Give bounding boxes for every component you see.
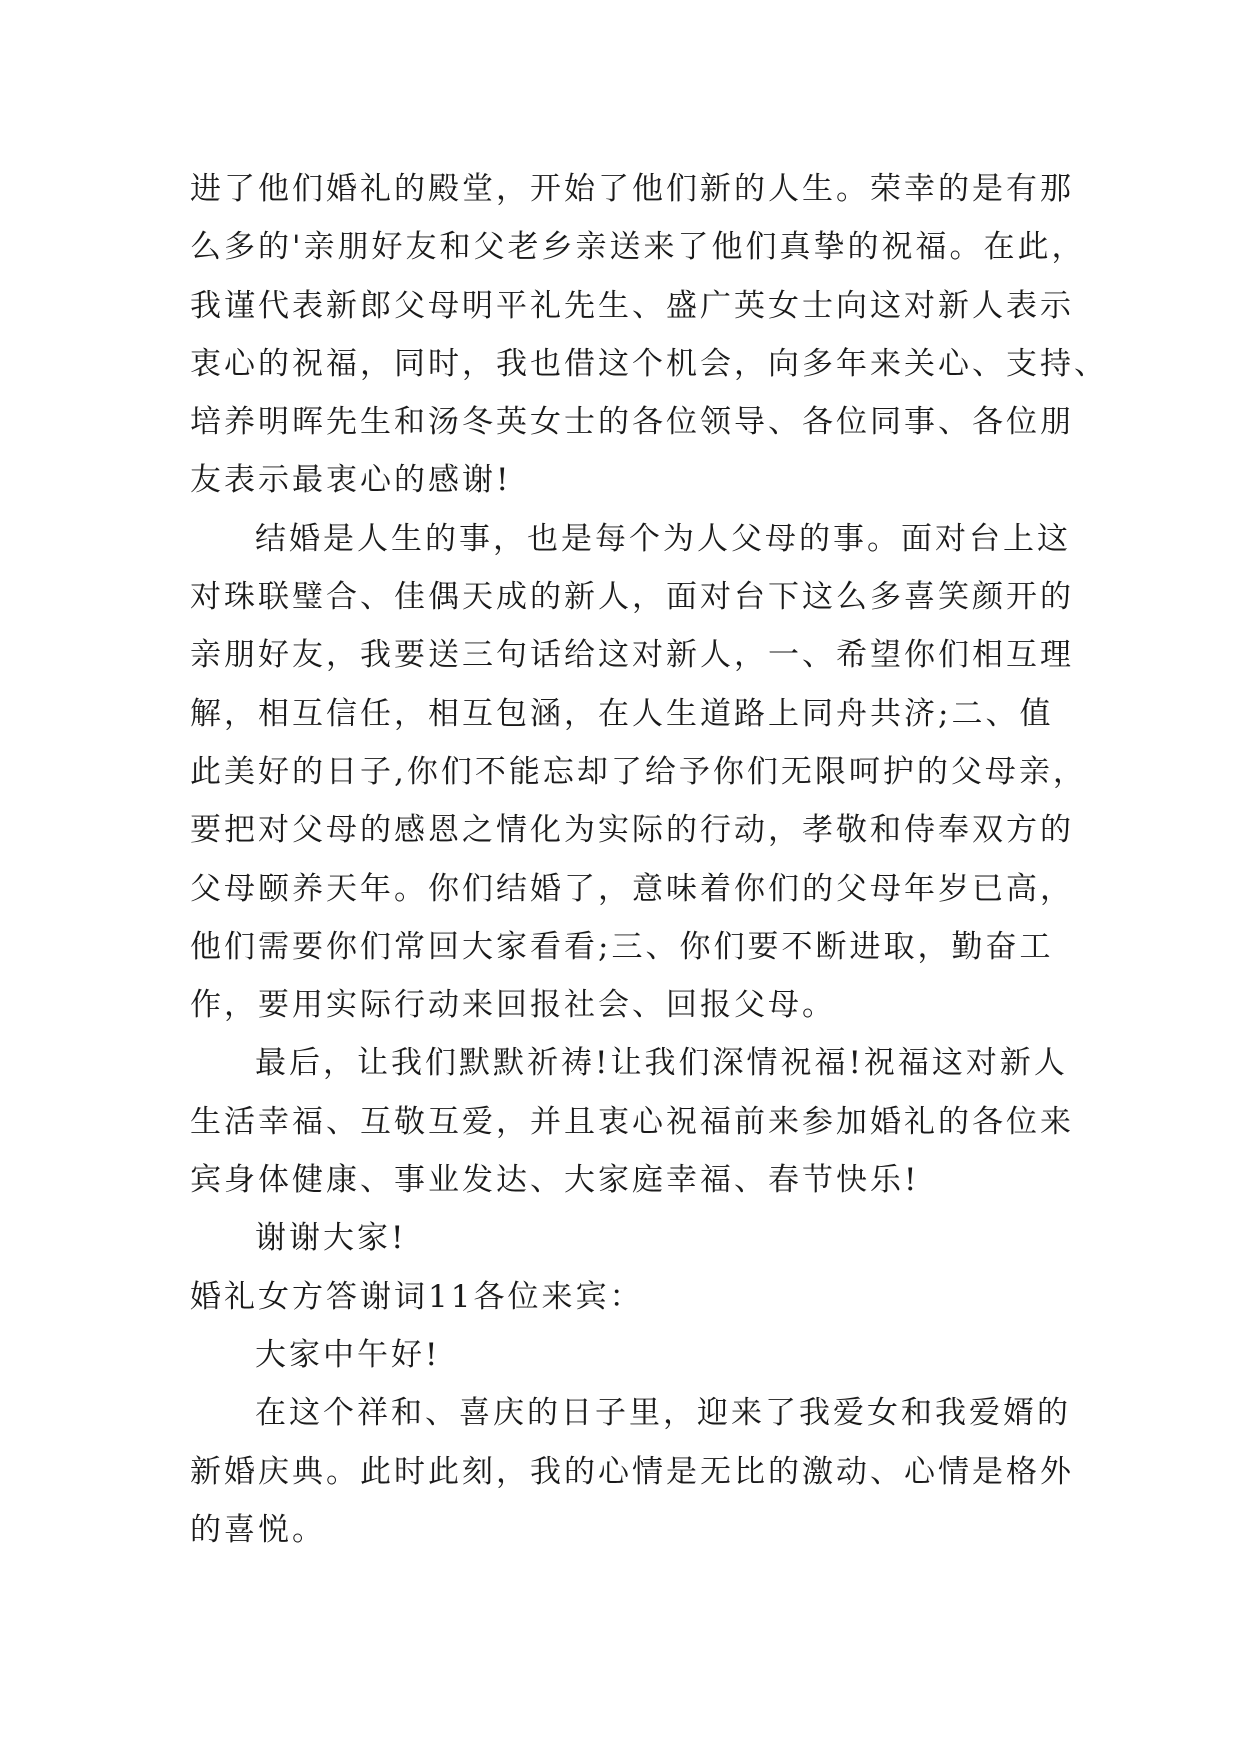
text-line: 大家中午好! [255,1336,441,1373]
text-line: 培养明晖先生和汤冬英女士的各位领导、各位同事、各位朋 [190,404,1074,441]
text-line: 我谨代表新郎父母明平礼先生、盛广英女士向这对新人表示 [190,287,1074,324]
text-line: 他们需要你们常回大家看看;三、你们要不断进取，勤奋工 [190,928,1054,965]
text-line: 父母颐养天年。你们结婚了，意味着你们的父母年岁已高， [190,870,1074,907]
text-line: 进了他们婚礼的殿堂，开始了他们新的人生。荣幸的是有那 [190,171,1074,207]
text-line: 最后，让我们默默祈祷!让我们深情祝福!祝福这对新人 [255,1045,1068,1082]
text-line: 作，要用实际行动来回报社会、回报父母。 [190,987,836,1024]
text-line: 此美好的日子,你们不能忘却了给予你们无限呵护的父母亲， [190,753,1087,790]
section-heading: 婚礼女方答谢词11各位来宾： [190,1278,644,1315]
text-line: 友表示最衷心的感谢! [190,462,512,499]
text-line: 宾身体健康、事业发达、大家庭幸福、春节快乐! [190,1162,920,1199]
text-line: 的喜悦。 [190,1511,326,1548]
text-line: 解，相互信任，相互包涵，在人生道路上同舟共济;二、值 [190,695,1054,732]
text-line: 结婚是人生的事，也是每个为人父母的事。面对台上这 [255,520,1071,557]
text-line: 新婚庆典。此时此刻，我的心情是无比的激动、心情是格外 [190,1453,1074,1490]
text-line: 么多的'亲朋好友和父老乡亲送来了他们真挚的祝福。在此， [190,229,1086,266]
text-line: 衷心的祝福，同时，我也借这个机会，向多年来关心、支持、 [190,345,1108,382]
text-line: 要把对父母的感恩之情化为实际的行动，孝敬和侍奉双方的 [190,812,1074,849]
text-line: 在这个祥和、喜庆的日子里，迎来了我爱女和我爱婿的 [255,1395,1071,1432]
text-line: 谢谢大家! [255,1220,407,1257]
document-body [190,160,1108,1559]
text-line: 生活幸福、互敬互爱，并且衷心祝福前来参加婚礼的各位来 [190,1103,1074,1140]
text-line: 亲朋好友，我要送三句话给这对新人，一、希望你们相互理 [190,637,1074,674]
text-line: 对珠联璧合、佳偶天成的新人，面对台下这么多喜笑颜开的 [190,579,1074,616]
